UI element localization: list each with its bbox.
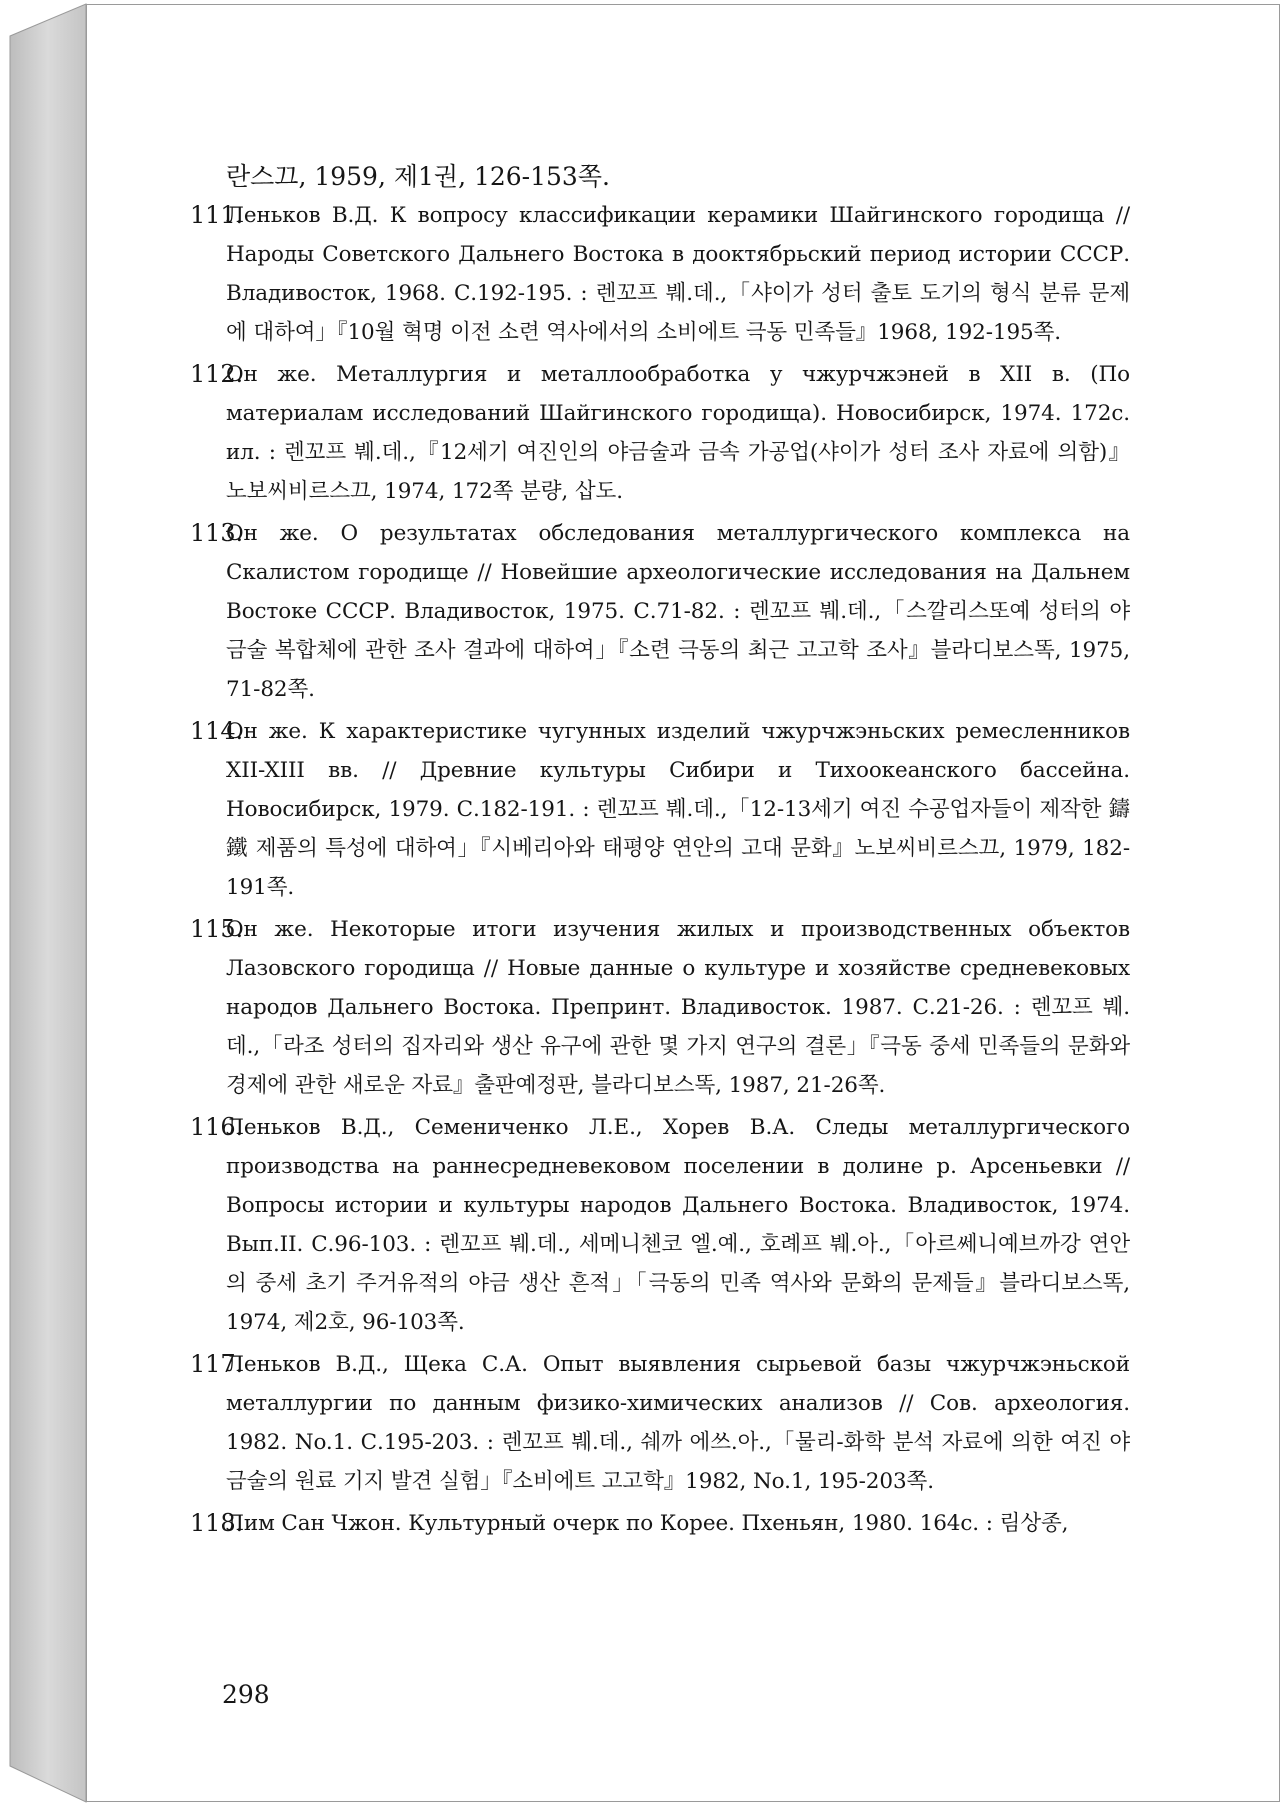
reference-text: Он же. О результатах обследования металлургического комплекса на Скалистом городище // Новейшие археологические исследования на Дальнем Востоке СССР. Владивосток, 1975. С.71-82. : 렌꼬프 붸.데.,「스깔리스또예 성터의 야금술 복합체에 관한 조사 결과에 대하여」『소련 극동의 최근 고고학 조사』블라디보스똑, 1975, 71-82쪽. (226, 521, 1130, 702)
reference-text: Лим Сан Чжон. Культурный очерк по Корее. Пхеньян, 1980. 164с. : 림상종, (226, 1511, 1069, 1536)
reference-number: 117. (190, 1350, 244, 1378)
reference-entry (190, 712, 1130, 907)
reference-text: Леньков В.Д., Щека С.А. Опыт выявления сырьевой базы чжурчжэньской металлургии по данным физико-химических анализов // Сов. археология. 1982. No.1. С.195-203. : 렌꼬프 붸.데., 쉐까 에쓰.아.,「물리-화학 분석 자료에 의한 여진 야금술의 원료 기지 발견 실험」『소비에트 고고학』1982, No.1, 195-203쪽. (226, 1352, 1130, 1494)
reference-list (190, 158, 1130, 1546)
continued-reference-line: 란스끄, 1959, 제1권, 126-153쪽. (226, 162, 610, 191)
reference-entry (190, 910, 1130, 1105)
reference-number: 111. (190, 201, 244, 229)
reference-number: 113. (190, 519, 244, 547)
reference-text: Он же. Металлургия и металлообработка у чжурчжэней в XII в. (По материалам исследований Шайгинского городища). Новосибирск, 1974. 172с. ил. : 렌꼬프 붸.데.,『12세기 여진인의 야금술과 금속 가공업(샤이가 성터 조사 자료에 의함)』노보씨비르스끄, 1974, 172쪽 분량, 삽도. (226, 362, 1130, 504)
reference-number: 114. (190, 717, 244, 745)
reference-number: 112. (190, 360, 244, 388)
reference-entry (190, 514, 1130, 709)
reference-text: Леньков В.Д. К вопросу классификации керамики Шайгинского городища // Народы Советского Дальнего Востока в дооктябрьский период истории СССР. Владивосток, 1968. С.192-195. : 렌꼬프 붸.데.,「샤이가 성터 출토 도기의 형식 분류 문제에 대하여」『10월 혁명 이전 소련 역사에서의 소비에트 극동 민족들』1968, 192-195쪽. (226, 203, 1130, 345)
reference-number: 115. (190, 915, 244, 943)
reference-entry (190, 355, 1130, 511)
reference-text: Он же. К характеристике чугунных изделий чжурчжэньских ремесленников XII-XIII вв. // Древние культуры Сибири и Тихоокеанского бассейна. Новосибирск, 1979. С.182-191. : 렌꼬프 붸.데.,「12-13세기 여진 수공업자들이 제작한 鑄鐵 제품의 특성에 대하여」『시베리아와 태평양 연안의 고대 문화』노보씨비르스끄, 1979, 182-191쪽. (226, 719, 1130, 900)
reference-text: Он же. Некоторые итоги изучения жилых и производственных объектов Лазовского городища // Новые данные о культуре и хозяйстве средневековых народов Дальнего Востока. Препринт. Владивосток. 1987. С.21-26. : 렌꼬프 붸.데.,「라조 성터의 집자리와 생산 유구에 관한 몇 가지 연구의 결론」『극동 중세 민족들의 문화와 경제에 관한 새로운 자료』출판예정판, 블라디보스똑, 1987, 21-26쪽. (226, 917, 1130, 1098)
reference-number: 118. (190, 1509, 244, 1537)
reference-entry (190, 196, 1130, 352)
reference-entry (190, 1345, 1130, 1501)
reference-entry (190, 1504, 1130, 1543)
reference-entry (190, 1108, 1130, 1342)
reference-text: Леньков В.Д., Семениченко Л.Е., Хорев В.А. Следы металлургического производства на раннесредневековом поселении в долине р. Арсеньевки // Вопросы истории и культуры народов Дальнего Востока. Владивосток, 1974. Вып.II. С.96-103. : 렌꼬프 붸.데., 세메니첸코 엘.예., 호례프 붸.아.,「아르쎄니예브까강 연안의 중세 초기 주거유적의 야금 생산 흔적」「극동의 민족 역사와 문화의 문제들』블라디보스똑, 1974, 제2호, 96-103쪽. (226, 1115, 1130, 1335)
page-number: 298 (222, 1680, 270, 1709)
reference-number: 116. (190, 1113, 244, 1141)
